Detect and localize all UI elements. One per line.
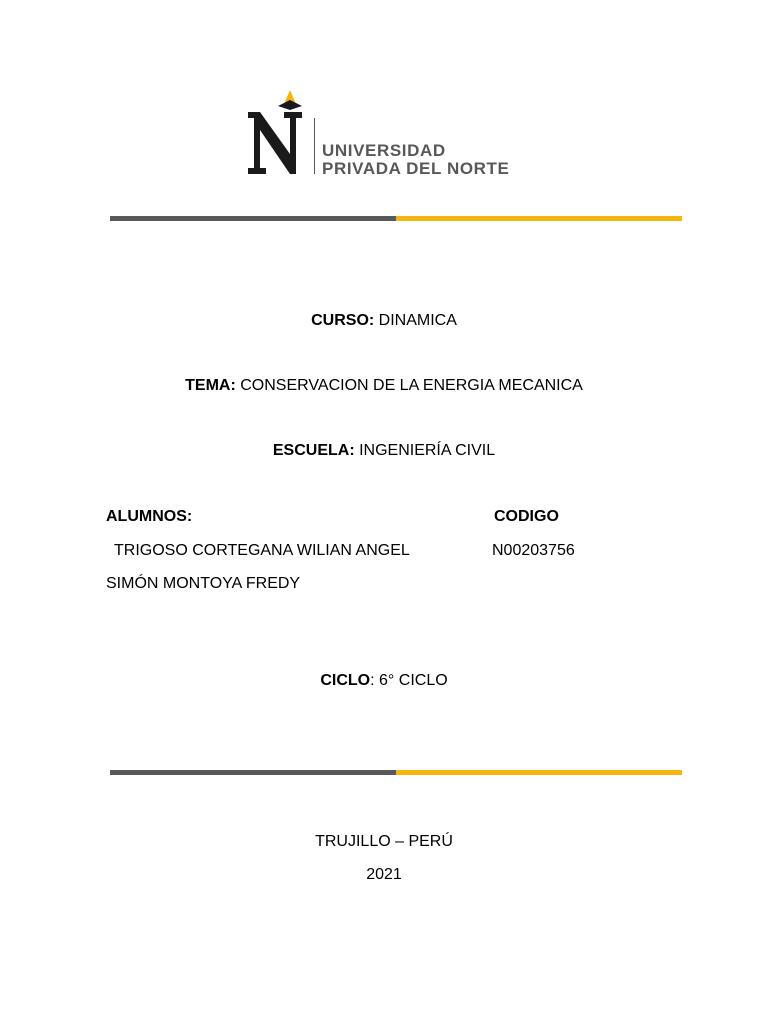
year-line: 2021: [366, 866, 402, 883]
divider-gold-segment: [396, 216, 682, 221]
escuela-value: INGENIERÍA CIVIL: [354, 442, 496, 459]
tema-label: TEMA:: [185, 377, 236, 394]
tema-line: [0, 376, 768, 396]
university-logo: [244, 88, 534, 180]
student-name: TRIGOSO CORTEGANA WILIAN ANGEL: [114, 542, 410, 559]
top-divider-bar: [110, 216, 682, 221]
student-code: N00203756: [492, 542, 575, 559]
place-line: TRUJILLO – PERÚ: [315, 833, 453, 850]
escuela-label: ESCUELA:: [272, 442, 355, 459]
tema-value: CONSERVACION DE LA ENERGIA MECANICA: [235, 377, 583, 394]
escuela-line: [0, 441, 768, 461]
logo-wordmark: [322, 142, 509, 178]
curso-value: DINAMICA: [374, 312, 457, 329]
student-name: SIMÓN MONTOYA FREDY: [106, 575, 301, 592]
curso-label: CURSO:: [311, 312, 375, 329]
ciclo-value: : 6° CICLO: [370, 672, 448, 689]
divider-dark-segment: [110, 770, 396, 775]
curso-line: [0, 311, 768, 331]
ciclo-label: CICLO: [320, 672, 371, 689]
logo-line-1: UNIVERSIDAD: [322, 141, 446, 160]
alumnos-header: ALUMNOS:: [106, 508, 193, 525]
logo-line-2: PRIVADA DEL NORTE: [322, 159, 510, 178]
upn-logo-mark-icon: [244, 88, 314, 180]
bottom-divider-bar: [110, 770, 682, 775]
logo-divider: [314, 118, 315, 174]
ciclo-line: [0, 671, 768, 691]
divider-dark-segment: [110, 216, 396, 221]
divider-gold-segment: [396, 770, 682, 775]
codigo-header: CODIGO: [494, 508, 559, 525]
